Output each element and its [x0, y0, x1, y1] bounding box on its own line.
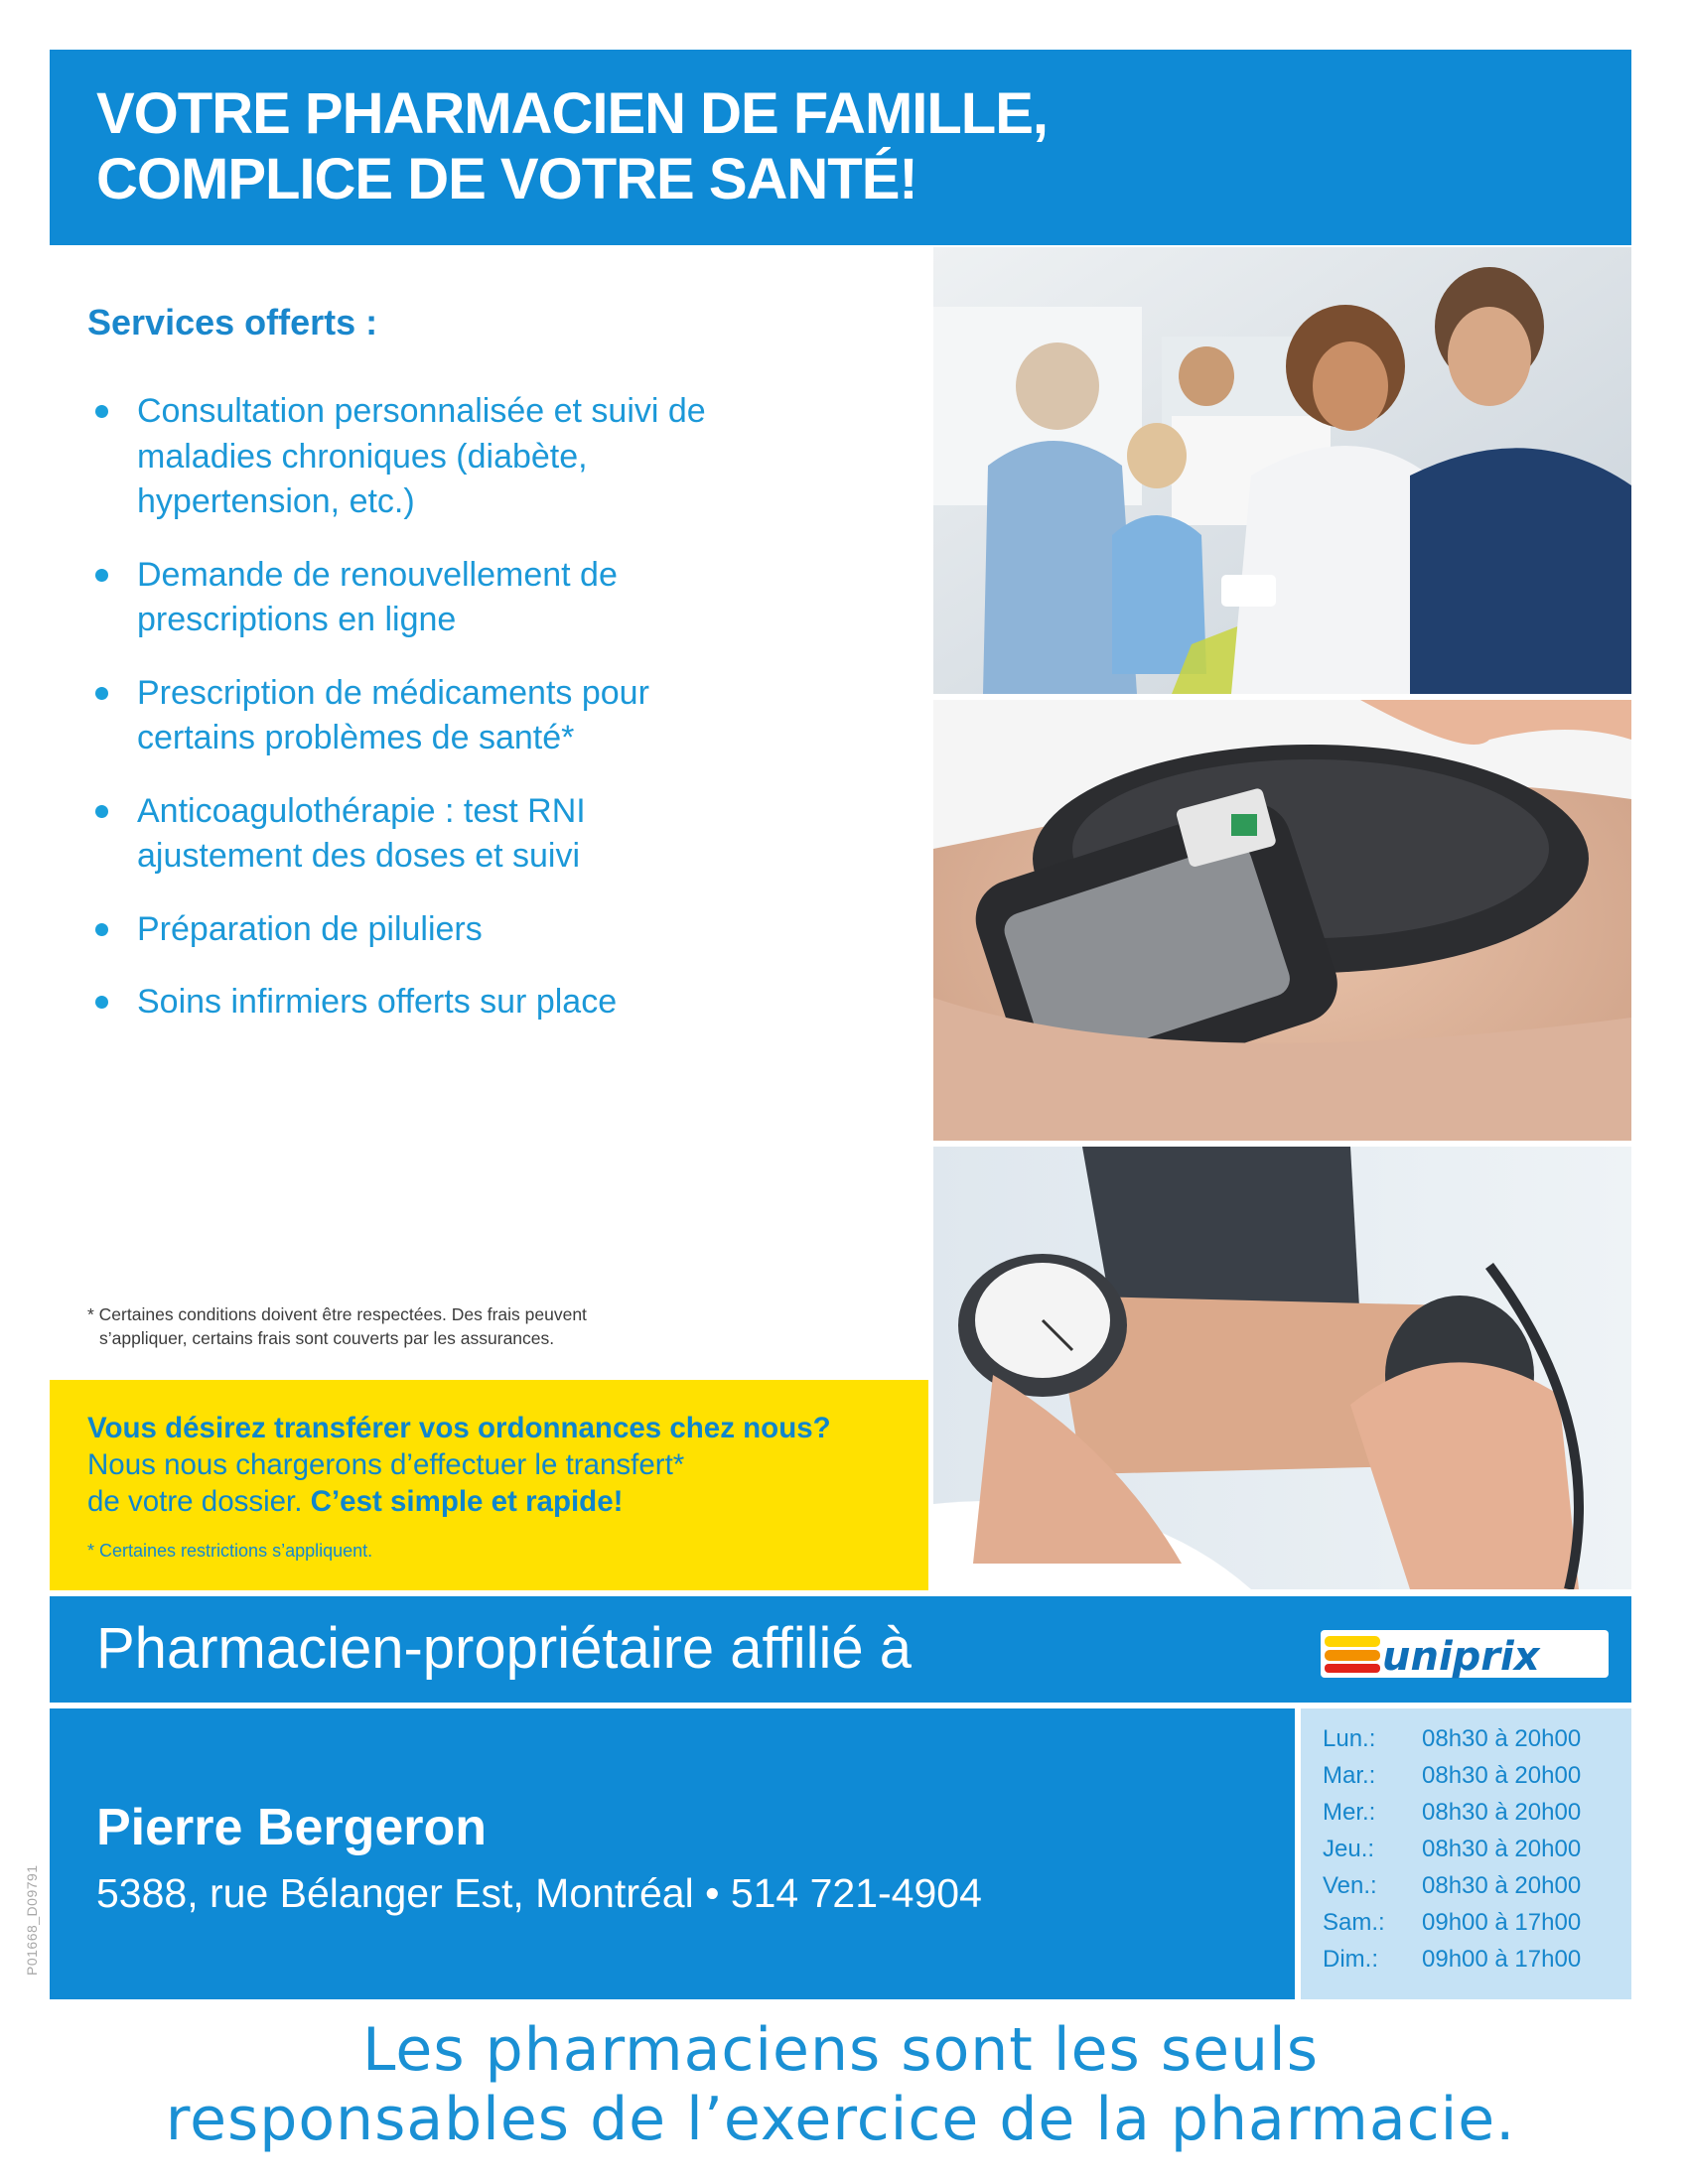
service-item	[87, 389, 882, 525]
transfer-text-plain: de votre dossier.	[87, 1485, 311, 1518]
uniprix-logo	[1321, 1624, 1609, 1680]
hours-time: 08h30 à 20h00	[1422, 1836, 1582, 1862]
photo-glucose-meter	[933, 700, 1631, 1141]
hours-time: 08h30 à 20h00	[1422, 1725, 1582, 1752]
hours-time: 08h30 à 20h00	[1422, 1872, 1582, 1899]
bullet-icon	[95, 687, 108, 700]
service-item-line: Préparation de piluliers	[137, 909, 483, 948]
service-item	[87, 789, 882, 880]
header-title-line-2: COMPLICE DE VOTRE SANTÉ!	[96, 147, 917, 211]
service-item	[87, 980, 882, 1025]
hours-day: Sam.:	[1323, 1909, 1385, 1936]
services-list	[87, 389, 882, 1053]
photo-blood-pressure	[933, 1147, 1631, 1589]
service-item	[87, 907, 882, 953]
tagline-line-2: responsables de l’exercice de la pharmacie.	[165, 2085, 1516, 2154]
hours-day: Dim.:	[1323, 1946, 1378, 1973]
service-item-line: Soins infirmiers offerts sur place	[137, 983, 618, 1021]
service-item-line: Consultation personnalisée et suivi de	[137, 392, 706, 430]
services-footnote	[87, 1302, 723, 1350]
hours-time: 08h30 à 20h00	[1422, 1799, 1582, 1826]
tagline-line-1: Les pharmaciens sont les seuls	[362, 2015, 1319, 2085]
transfer-text-line-2	[87, 1483, 623, 1520]
hours-time: 09h00 à 17h00	[1422, 1909, 1582, 1936]
service-item-line: prescriptions en ligne	[137, 601, 457, 638]
bullet-icon	[95, 805, 108, 818]
transfer-callout	[50, 1380, 928, 1590]
hours-day: Mer.:	[1323, 1799, 1376, 1826]
hours-day: Mar.:	[1323, 1762, 1376, 1789]
document-code: P01668_D09791	[24, 1864, 40, 1976]
service-item	[87, 671, 882, 761]
bullet-icon	[95, 405, 108, 418]
uniprix-logo-text: uniprix	[1382, 1634, 1540, 1680]
footnote-line: s’appliquer, certains frais sont couverts par les assurances.	[99, 1328, 555, 1348]
photo-pharmacist-consultation	[933, 247, 1631, 694]
service-item-line: ajustement des doses et suivi	[137, 837, 581, 875]
bullet-icon	[95, 923, 108, 936]
affiliation-text: Pharmacien-propriétaire affilié à	[96, 1616, 913, 1681]
service-item-line: hypertension, etc.)	[137, 482, 415, 520]
bullet-icon	[95, 996, 108, 1009]
transfer-footnote: * Certaines restrictions s’appliquent.	[87, 1541, 373, 1561]
pharmacist-name: Pierre Bergeron	[96, 1799, 488, 1856]
service-item-line: Demande de renouvellement de	[137, 555, 618, 594]
service-item-line: Prescription de médicaments pour	[137, 673, 649, 712]
bullet-icon	[95, 569, 108, 582]
header-title-line-1: VOTRE PHARMACIEN DE FAMILLE,	[96, 81, 1049, 146]
transfer-text-line-1: Nous nous chargerons d’effectuer le transfert*	[87, 1448, 685, 1481]
service-item-line: certains problèmes de santé*	[137, 719, 575, 756]
transfer-text-emphasis: C’est simple et rapide!	[310, 1485, 624, 1518]
service-item	[87, 553, 882, 643]
service-item-line: maladies chroniques (diabète,	[137, 437, 588, 476]
footnote-line: * Certaines conditions doivent être respectées. Des frais peuvent	[87, 1304, 587, 1324]
hours-day: Jeu.:	[1323, 1836, 1375, 1862]
service-item-line: Anticoagulothérapie : test RNI	[137, 791, 586, 830]
hours-day: Ven.:	[1323, 1872, 1377, 1899]
opening-hours	[1301, 1708, 1631, 1999]
hours-time: 08h30 à 20h00	[1422, 1762, 1582, 1789]
transfer-question: Vous désirez transférer vos ordonnances chez nous?	[87, 1412, 831, 1444]
tagline	[50, 2015, 1631, 2154]
affiliation-bar	[50, 1596, 1631, 1703]
header-banner	[50, 50, 1631, 245]
hours-time: 09h00 à 17h00	[1422, 1946, 1582, 1973]
pharmacist-block	[50, 1708, 1295, 1999]
services-title: Services offerts :	[87, 302, 378, 342]
hours-day: Lun.:	[1323, 1725, 1376, 1752]
pharmacist-address: 5388, rue Bélanger Est, Montréal • 514 721-4904	[96, 1870, 982, 1916]
